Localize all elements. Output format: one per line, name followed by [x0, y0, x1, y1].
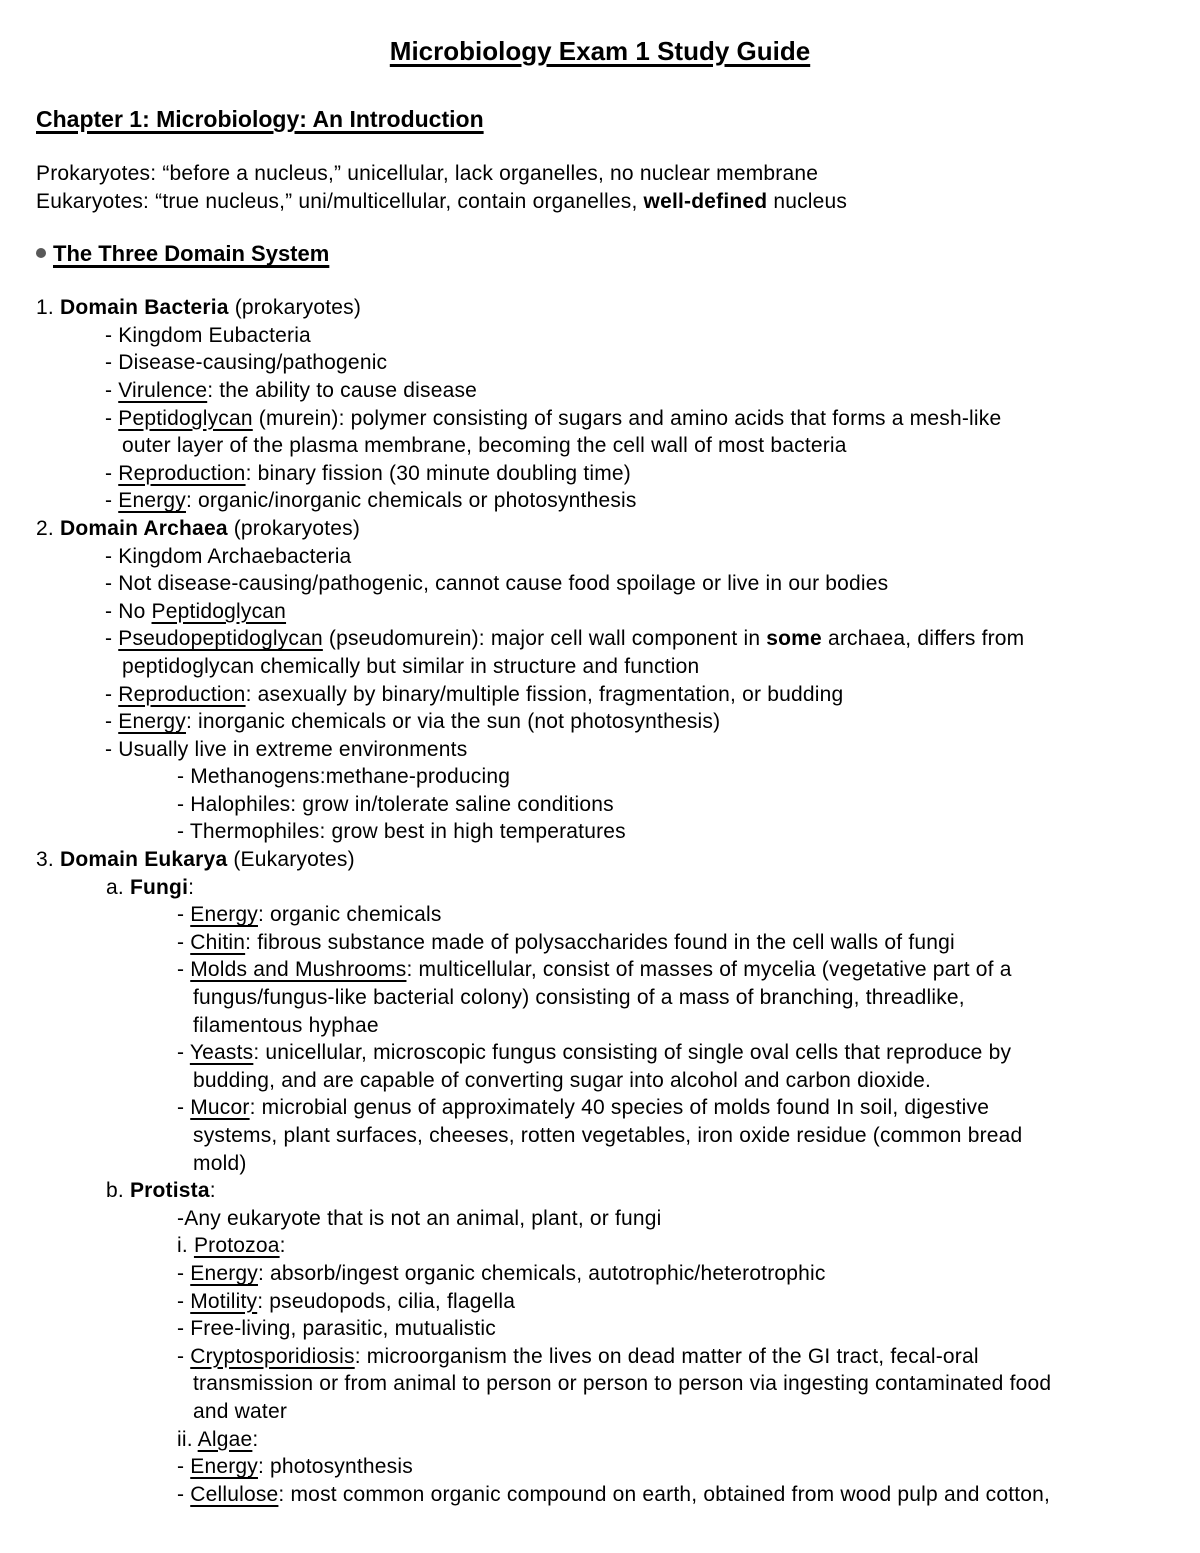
text-segment: Energy: [190, 1455, 258, 1479]
text-segment: -: [105, 406, 119, 430]
text-segment: - No: [105, 599, 152, 623]
text-segment: Molds and Mushrooms: [190, 958, 407, 982]
text-segment: -: [177, 1482, 191, 1506]
doc-line: [36, 956, 1164, 984]
text-segment: :: [209, 1179, 216, 1203]
text-segment: Yeasts: [189, 1041, 254, 1065]
text-segment: Energy: [118, 710, 186, 734]
text-segment: - Thermophiles: grow best in high temperatures: [177, 820, 626, 844]
doc-line: [36, 377, 1164, 405]
chapter-heading: [36, 106, 1164, 133]
text-segment: : most common organic compound on earth, obtained from wood pulp and cotton,: [278, 1482, 1051, 1506]
doc-line: [36, 653, 1164, 681]
doc-line: [36, 1067, 1164, 1095]
text-segment: and water: [193, 1399, 288, 1423]
doc-line: [36, 984, 1164, 1012]
doc-line: [36, 405, 1164, 433]
doc-line: [36, 1177, 1164, 1205]
doc-line: [36, 322, 1164, 350]
doc-line: [36, 515, 1164, 543]
doc-line: [36, 1370, 1164, 1398]
text-segment: - Kingdom Eubacteria: [105, 323, 311, 347]
document-title: [36, 36, 1164, 66]
text-segment: : organic/inorganic chemicals or photosynthesis: [185, 489, 637, 513]
text-segment: : absorb/ingest organic chemicals, autotrophic/heterotrophic: [257, 1261, 826, 1285]
text-segment: Reproduction: [118, 461, 246, 485]
text-segment: Protista: [129, 1179, 210, 1203]
doc-line: [36, 1398, 1164, 1426]
text-segment: Energy: [190, 1261, 258, 1285]
doc-line: [36, 598, 1164, 626]
doc-line: [36, 294, 1164, 322]
doc-line: [36, 1205, 1164, 1233]
text-segment: b.: [106, 1179, 130, 1203]
text-segment: (pseudomurein): major cell wall component in: [322, 627, 767, 651]
doc-line: [36, 929, 1164, 957]
text-segment: Peptidoglycan: [151, 599, 287, 623]
text-segment: Protozoa: [193, 1234, 280, 1258]
text-segment: -: [177, 930, 191, 954]
doc-line: [36, 1481, 1164, 1509]
text-segment: Cellulose: [190, 1482, 279, 1506]
text-segment: Energy: [118, 489, 186, 513]
text-segment: Domain Bacteria: [59, 296, 229, 320]
text-segment: (prokaryotes): [227, 516, 361, 540]
text-segment: transmission or from animal to person or person to person via ingesting contaminated food: [193, 1372, 1052, 1396]
doc-line: [36, 708, 1164, 736]
list-bullet-icon: [36, 248, 46, 258]
text-segment: Virulence: [118, 378, 208, 402]
doc-line: [36, 681, 1164, 709]
doc-line: [36, 874, 1164, 902]
text-segment: -: [105, 461, 119, 485]
text-segment: -: [177, 1289, 191, 1313]
text-segment: Peptidoglycan: [118, 406, 253, 430]
doc-line: [36, 349, 1164, 377]
doc-line: [36, 763, 1164, 791]
doc-line: [36, 818, 1164, 846]
text-segment: :: [188, 875, 195, 899]
chapter-heading-text: Chapter 1: Microbiology: An Introduction: [36, 106, 484, 132]
doc-line: [36, 487, 1164, 515]
text-segment: -: [177, 1344, 191, 1368]
doc-line: [36, 188, 1164, 216]
text-segment: 3.: [36, 848, 60, 872]
text-segment: : inorganic chemicals or via the sun (not photosynthesis): [185, 710, 721, 734]
text-segment: outer layer of the plasma membrane, becoming the cell wall of most bacteria: [122, 434, 847, 458]
text-segment: - Kingdom Archaebacteria: [105, 544, 352, 568]
text-segment: - Free-living, parasitic, mutualistic: [177, 1317, 496, 1341]
outline-list: [36, 294, 1164, 1508]
doc-line: [36, 1453, 1164, 1481]
doc-line: [36, 460, 1164, 488]
text-segment: mold): [193, 1151, 247, 1175]
text-segment: Algae: [197, 1427, 253, 1451]
text-segment: some: [766, 627, 822, 651]
doc-line: [36, 625, 1164, 653]
doc-line: [36, 1343, 1164, 1371]
text-segment: -: [105, 682, 119, 706]
text-segment: (prokaryotes): [228, 296, 362, 320]
doc-line: [36, 1315, 1164, 1343]
text-segment: 1.: [36, 296, 60, 320]
text-segment: Energy: [190, 903, 258, 927]
text-segment: a.: [106, 875, 130, 899]
text-segment: Mucor: [190, 1096, 250, 1120]
text-segment: 2.: [36, 516, 60, 540]
doc-line: [36, 846, 1164, 874]
text-segment: -Any eukaryote that is not an animal, plant, or fungi: [177, 1206, 662, 1230]
doc-line: [36, 1288, 1164, 1316]
text-segment: Cryptosporidiosis: [190, 1344, 355, 1368]
text-segment: Pseudopeptidoglycan: [118, 627, 323, 651]
doc-line: [36, 1122, 1164, 1150]
text-segment: :: [252, 1427, 259, 1451]
text-segment: -: [177, 958, 191, 982]
section-heading: The Three Domain System: [53, 241, 330, 267]
text-segment: (Eukaryotes): [227, 848, 355, 872]
text-segment: peptidoglycan chemically but similar in structure and function: [122, 654, 700, 678]
text-segment: Fungi: [129, 875, 189, 899]
text-segment: fungus/fungus-like bacterial colony) consisting of a mass of branching, threadlike,: [193, 986, 965, 1010]
text-segment: archaea, differs from: [821, 627, 1025, 651]
text-segment: : microbial genus of approximately 40 species of molds found In soil, digestive: [249, 1096, 990, 1120]
text-segment: : unicellular, microscopic fungus consisting of single oval cells that reproduce by: [253, 1041, 1012, 1065]
text-segment: Motility: [190, 1289, 258, 1313]
doc-line: [36, 1150, 1164, 1178]
text-segment: -: [105, 378, 119, 402]
doc-line: [36, 1012, 1164, 1040]
text-segment: : pseudopods, cilia, flagella: [257, 1289, 516, 1313]
text-segment: -: [177, 903, 191, 927]
text-segment: - Disease-causing/pathogenic: [105, 351, 388, 375]
doc-line: [36, 432, 1164, 460]
text-segment: : binary fission (30 minute doubling time): [245, 461, 631, 485]
text-segment: (murein): polymer consisting of sugars and amino acids that forms a mesh-like: [252, 406, 1002, 430]
text-segment: : asexually by binary/multiple fission, fragmentation, or budding: [245, 682, 844, 706]
text-segment: Eukaryotes: “true nucleus,” uni/multicellular, contain organelles,: [36, 189, 644, 213]
text-segment: : multicellular, consist of masses of mycelia (vegetative part of a: [406, 958, 1012, 982]
text-segment: systems, plant surfaces, cheeses, rotten vegetables, iron oxide residue (common bread: [193, 1124, 1023, 1147]
text-segment: -: [105, 489, 119, 513]
doc-line: [36, 1426, 1164, 1454]
text-segment: well-defined: [643, 189, 768, 213]
text-segment: Domain Eukarya: [59, 848, 228, 872]
text-segment: ii.: [177, 1427, 198, 1451]
doc-line: [36, 901, 1164, 929]
text-segment: -: [177, 1261, 191, 1285]
doc-line: [36, 1094, 1164, 1122]
text-segment: budding, and are capable of converting sugar into alcohol and carbon dioxide.: [193, 1068, 932, 1092]
intro-paragraph: [36, 160, 1164, 215]
text-segment: Reproduction: [118, 682, 246, 706]
document-title-text: Microbiology Exam 1 Study Guide: [389, 36, 811, 66]
text-segment: -: [177, 1041, 190, 1065]
text-segment: - Methanogens:methane-producing: [177, 765, 511, 789]
text-segment: i.: [177, 1234, 194, 1258]
text-segment: - Not disease-causing/pathogenic, cannot cause food spoilage or live in our bodies: [105, 572, 889, 596]
text-segment: -: [177, 1455, 191, 1479]
section-heading-row: [36, 240, 1164, 268]
text-segment: : organic chemicals: [257, 903, 442, 927]
doc-line: [36, 160, 1164, 188]
text-segment: nucleus: [767, 189, 848, 213]
text-segment: Chitin: [190, 930, 246, 954]
text-segment: : the ability to cause disease: [207, 378, 478, 402]
text-segment: : photosynthesis: [257, 1455, 413, 1479]
text-segment: : microorganism the lives on dead matter of the GI tract, fecal-oral: [354, 1344, 979, 1368]
text-segment: Domain Archaea: [59, 516, 228, 540]
text-segment: filamentous hyphae: [193, 1013, 379, 1037]
doc-line: [36, 543, 1164, 571]
doc-line: [36, 1260, 1164, 1288]
text-segment: -: [105, 710, 119, 734]
doc-line: [36, 736, 1164, 764]
doc-line: [36, 1232, 1164, 1260]
doc-line: [36, 791, 1164, 819]
doc-line: [36, 570, 1164, 598]
text-segment: -: [177, 1096, 191, 1120]
text-segment: :: [279, 1234, 286, 1258]
text-segment: - Usually live in extreme environments: [105, 737, 468, 761]
text-segment: - Halophiles: grow in/tolerate saline conditions: [177, 792, 614, 816]
text-segment: : fibrous substance made of polysaccharides found in the cell walls of fungi: [245, 930, 955, 954]
text-segment: -: [105, 627, 119, 651]
doc-line: [36, 1039, 1164, 1067]
text-segment: Prokaryotes: “before a nucleus,” unicellular, lack organelles, no nuclear membrane: [36, 162, 819, 185]
